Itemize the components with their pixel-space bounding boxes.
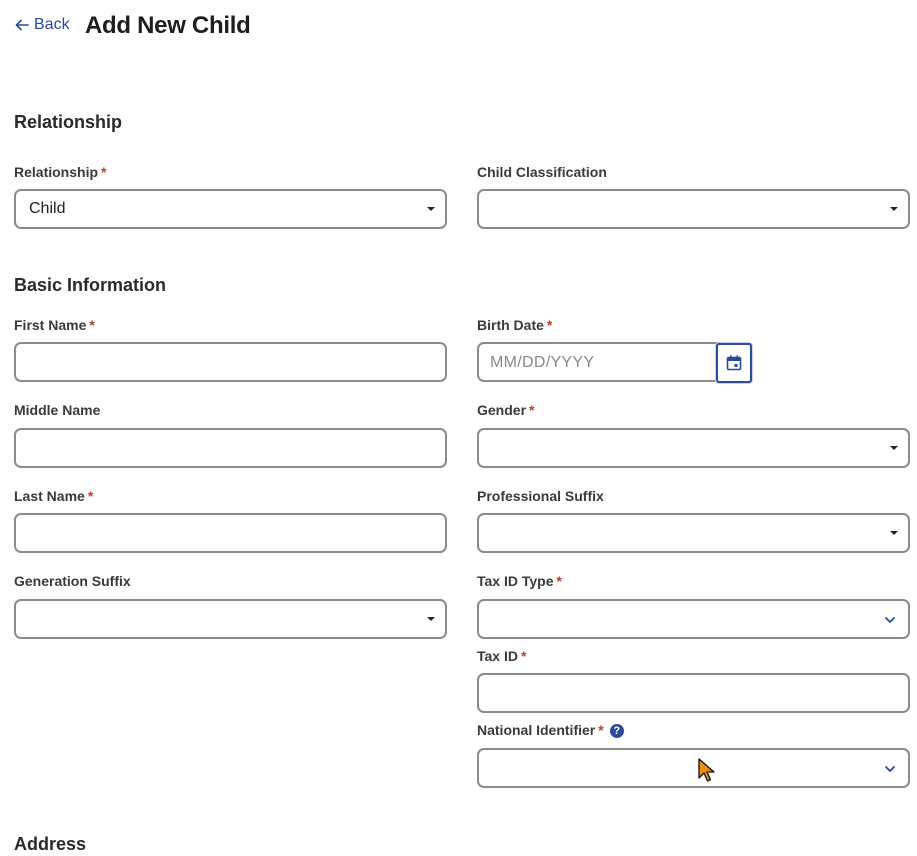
mouse-cursor-icon	[697, 758, 717, 784]
national-identifier-label: National Identifier * ?	[477, 722, 624, 738]
child-classification-select[interactable]	[477, 189, 910, 229]
required-marker: *	[89, 317, 95, 333]
required-marker: *	[101, 164, 107, 180]
generation-suffix-select[interactable]	[14, 599, 447, 639]
help-circle-icon[interactable]: ?	[610, 724, 624, 738]
child-classification-label: Child Classification	[477, 164, 607, 180]
required-marker: *	[87, 488, 94, 504]
tax-id-type-select[interactable]	[477, 599, 910, 639]
tax-id-input[interactable]	[477, 673, 910, 713]
birth-date-label: Birth Date *	[477, 317, 553, 333]
professional-suffix-select[interactable]	[477, 513, 910, 553]
middle-name-input[interactable]	[14, 428, 447, 468]
caret-down-icon	[890, 531, 898, 535]
arrow-left-icon	[14, 17, 30, 33]
professional-suffix-label: Professional Suffix	[477, 488, 604, 504]
last-name-input[interactable]	[14, 513, 447, 553]
last-name-label: Last Name *	[14, 488, 94, 504]
birth-date-placeholder: MM/DD/YYYY	[490, 354, 595, 371]
back-link[interactable]	[14, 16, 70, 34]
first-name-input[interactable]	[14, 342, 447, 382]
page-title: Add New Child	[85, 12, 251, 39]
required-marker: *	[520, 648, 527, 664]
required-marker: *	[556, 573, 562, 589]
middle-name-label: Middle Name	[14, 402, 101, 418]
section-heading-address: Address	[14, 834, 87, 854]
caret-down-icon	[427, 617, 435, 621]
relationship-select[interactable]	[14, 189, 447, 229]
calendar-button[interactable]	[716, 343, 752, 383]
first-name-label: First Name *	[14, 317, 95, 333]
gender-label: Gender *	[477, 402, 535, 418]
caret-down-icon	[890, 446, 898, 450]
section-heading-basic-information: Basic Information	[14, 275, 167, 295]
generation-suffix-label: Generation Suffix	[14, 573, 131, 589]
caret-down-icon	[890, 207, 898, 211]
gender-select[interactable]	[477, 428, 910, 468]
required-marker: *	[546, 317, 553, 333]
section-heading-relationship: Relationship	[14, 112, 123, 132]
back-label: Back	[34, 16, 70, 33]
chevron-down-icon	[884, 763, 896, 775]
calendar-icon	[726, 355, 742, 371]
caret-down-icon	[427, 207, 435, 211]
chevron-down-icon	[884, 614, 896, 626]
national-identifier-select[interactable]	[477, 748, 910, 788]
tax-id-type-label: Tax ID Type *	[477, 573, 562, 589]
required-marker: *	[529, 402, 535, 418]
required-marker: *	[598, 722, 604, 738]
birth-date-input[interactable]	[477, 342, 753, 382]
relationship-select-value: Child	[29, 200, 66, 217]
tax-id-label: Tax ID *	[477, 648, 527, 664]
relationship-label: Relationship *	[14, 164, 107, 180]
